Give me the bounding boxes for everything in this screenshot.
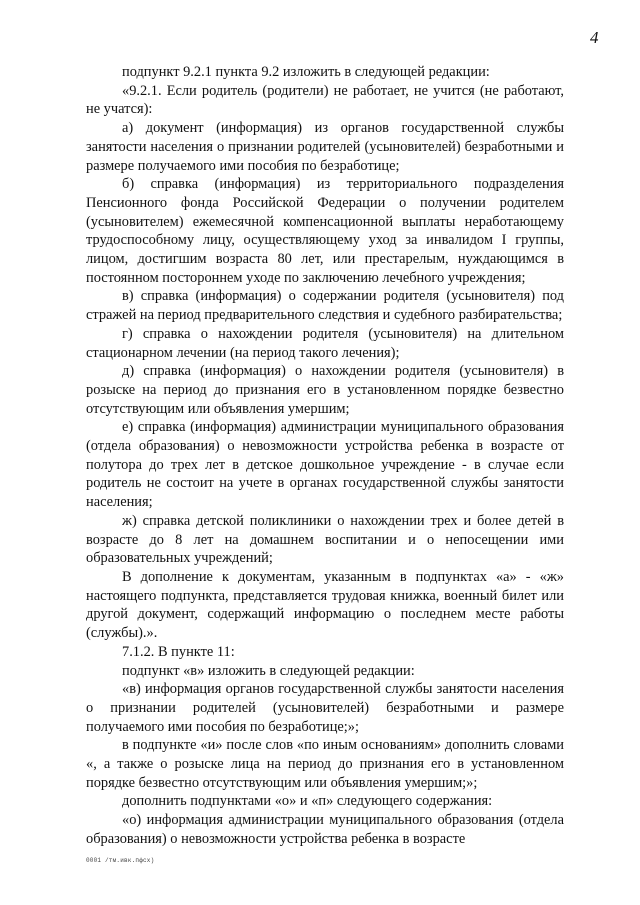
footer-code: 0001 /тм.ивк.пфсх) [86,857,155,864]
document-body [86,63,564,849]
paragraph-10: В дополнение к документам, указанным в подпунктах «а» - «ж» настоящего подпункта, представляется трудовая книжка, военный билет или другой документ, содержащий информацию о последнем месте работы (службы).». [86,568,564,642]
paragraph-9: ж) справка детской поликлиники о нахождении трех и более детей в возрасте до 8 лет на домашнем воспитании и о непосещении ими образовательных учреждений; [86,512,564,567]
paragraph-16: «о) информация администрации муниципального образования (отдела образования) о невозможности устройства ребенка в возрасте [86,812,564,847]
paragraph-13: «в) информация органов государственной службы занятости населения о признании родителей (усыновителей) безработными и размере получаемого ими пособия по безработице;»; [86,681,564,735]
paragraph-4: б) справка (информация) из территориального подразделения Пенсионного фонда Российской Федерации о получении родителем (усыновителем) ежемесячной компенсационной выплаты неработающему трудоспособному лицу, осуществляющему уход за инвалидом I группы, лицом, достигшим возраста 80 лет, или престарелым, нуждающимся в постоянном постороннем уходе по заключению лечебного учреждения; [86,176,564,286]
paragraph-15: дополнить подпунктами «о» и «п» следующего содержания: [122,793,493,810]
paragraph-3: а) документ (информация) из органов государственной службы занятости населения о признании родителей (усыновителей) безработными и размере получаемого ими пособия по безработице; [86,120,564,174]
paragraph-2: «9.2.1. Если родитель (родители) не работает, не учится (не работают, не учатся): [86,82,564,118]
paragraph-14: в подпункте «и» после слов «по иным основаниям» дополнить словами «, а также о розыске лица на период до признания его в установленном порядке безвестно отсутствующим или объявления умершим;»; [86,737,564,791]
page-number: 4 [590,28,599,47]
paragraph-6: г) справка о нахождении родителя (усыновителя) на длительном стационарном лечении (на период такого лечения); [86,325,564,361]
paragraph-11: 7.1.2. В пункте 11: [122,643,235,660]
paragraph-5: в) справка (информация) о содержании родителя (усыновителя) под стражей на период предварительного следствия и судебного разбирательства; [86,288,564,324]
paragraph-1: подпункт 9.2.1 пункта 9.2 изложить в следующей редакции: [122,64,490,80]
paragraph-7: д) справка (информация) о нахождении родителя (усыновителя) в розыске на период до признания его в установленном порядке безвестно отсутствующим или объявления умершим; [86,363,564,417]
paragraph-12: подпункт «в» изложить в следующей редакции: [122,662,415,679]
paragraph-8: е) справка (информация) администрации муниципального образования (отдела образования) о невозможности устройства ребенка в возрасте от полутора до трех лет в детское дошкольное учреждение - в случае если родитель не состоит на учете в органах государственной службы занятости населения; [86,419,564,511]
